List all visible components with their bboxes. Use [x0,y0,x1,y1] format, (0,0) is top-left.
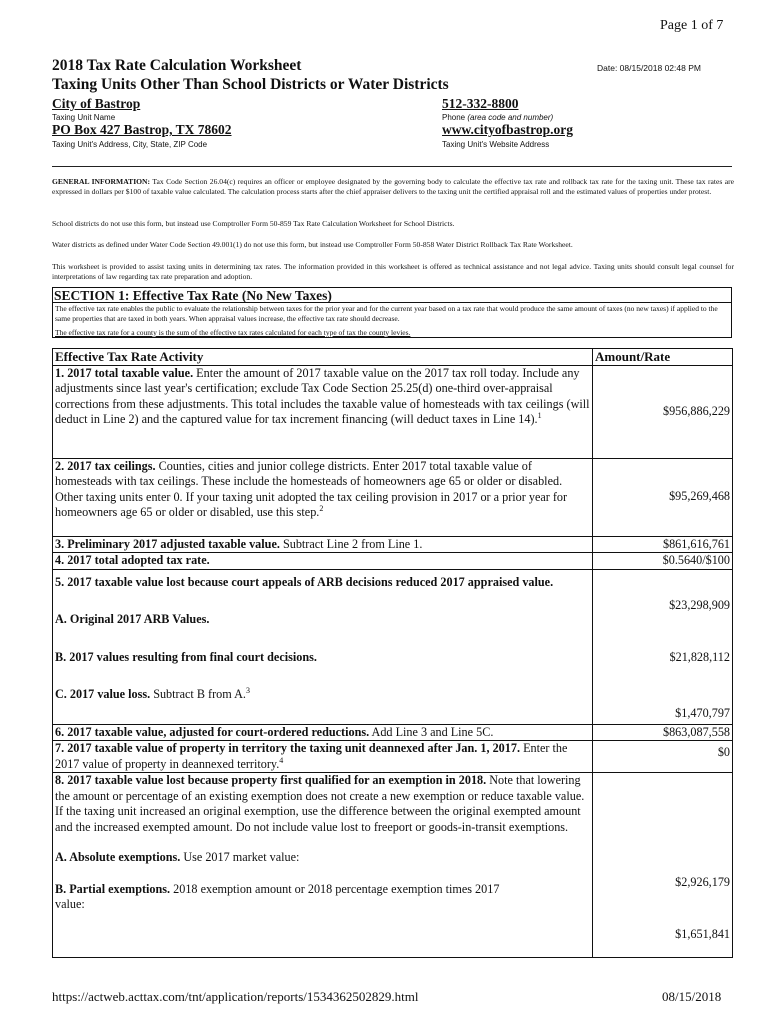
table-header-row [53,349,733,366]
line-6-description: 6. 2017 taxable value, adjusted for court-ordered reductions. Add Line 3 and Line 5C. [53,724,593,741]
website: www.cityofbastrop.org [442,122,573,137]
table-row [53,773,733,958]
table-row [53,741,733,773]
effective-tax-rate-table [52,348,733,958]
line-8b-amount: $1,651,841 [675,926,730,941]
line-4-description: 4. 2017 total adopted tax rate. [53,553,593,570]
line-2-amount: $95,269,468 [593,458,733,536]
worksheet-title: 2018 Tax Rate Calculation Worksheet [52,57,302,74]
table-row [53,553,733,570]
line-5c-amount: $1,470,797 [675,705,730,720]
phone-label: Phone (area code and number) [442,113,554,122]
line-7-amount: $0 [593,741,733,773]
section-1-heading: SECTION 1: Effective Tax Rate (No New Taxes) [52,287,732,302]
table-row [53,724,733,741]
website-label: Taxing Unit's Website Address [442,140,550,149]
line-8-description: 8. 2017 taxable value lost because property first qualified for an exemption in 2018. Note that lowering the amount or percentage of an existing exemption does not create a new exemption or reduce taxable value. If the taxing unit increased an original exemption, use the difference between the original exempted amount and the increased exempted amount. Do not include value lost to freeport or goods-in-transit exemptions. A. Absolute exemptions. Use 2017 market value: B. Partial exemptions. 2018 exemption amount or 2018 percentage exemption times 2017 value: [53,773,593,958]
line-4-amount: $0.5640/$100 [593,553,733,570]
amount-column-header: Amount/Rate [593,349,733,366]
page-number: Page 1 of 7 [660,18,724,33]
line-3-description: 3. Preliminary 2017 adjusted taxable value. Subtract Line 2 from Line 1. [53,536,593,553]
print-date: Date: 08/15/2018 02:48 PM [597,63,701,73]
line-3-amount: $861,616,761 [593,536,733,553]
line-6-amount: $863,087,558 [593,724,733,741]
table-row [53,365,733,458]
line-1-description: 1. 2017 total taxable value. Enter the amount of 2017 taxable value on the 2017 tax roll today. Include any adjustments since last year's certification; exclude Tax Code Section 25.25(d) one-third over-appraisal corrections from these adjustments. This total includes the taxable value of homesteads with tax ceilings (will deduct in Line 2) and the captured value for tax increment financing (will deduct taxes in Line 14).$^1$ [53,365,593,458]
general-information: GENERAL INFORMATION: Tax Code Section 26.04(c) requires an officer or employee designated by the governing body to calculate the effective tax rate and rollback tax rate for the taxing unit. These tax rates are expressed in dollars per $100 of taxable value calculated. The calculation process starts after the chief appraiser delivers to the taxing unit the certified appraisal roll and the estimated values of properties under protest. [52,177,734,196]
line-5a-amount: $23,298,909 [669,597,730,612]
line-8-amounts [593,773,733,958]
water-district-note: Water districts as defined under Water Code Section 49.001(1) do not use this form, but instead use Comptroller Form 50-858 Water District Rollback Tax Rate Worksheet. [52,240,573,249]
line-1-amount: $956,886,229 [593,365,733,458]
assistance-note: This worksheet is provided to assist taxing units in determining tax rates. The information provided in this worksheet is offered as technical assistance and not legal advice. Taxing units should consult legal counsel for interpretations of law regarding tax rate preparation and adoption. [52,262,734,281]
table-row [53,458,733,536]
table-row [53,569,733,724]
table-row [53,536,733,553]
section-1-intro [52,302,732,338]
line-5-amounts [593,569,733,724]
county-note: The effective tax rate for a county is the sum of the effective tax rates calculated for each type of tax the county levies. [55,328,411,337]
line-8a-amount: $2,926,179 [675,875,730,889]
taxing-unit-name-label: Taxing Unit Name [52,113,116,122]
footer-url[interactable]: https://actweb.acttax.com/tnt/application/reports/1534362502829.html [52,989,419,1004]
worksheet-subtitle: Taxing Units Other Than School Districts or Water Districts [52,76,449,93]
line-7-description: 7. 2017 taxable value of property in territory the taxing unit deannexed after Jan. 1, 2017. Enter the 2017 value of property in deannexed territory.$^4$ [53,741,593,773]
line-5-description: 5. 2017 taxable value lost because court appeals of ARB decisions reduced 2017 appraised value. A. Original 2017 ARB Values. B. 2017 values resulting from final court decisions. C. 2017 value loss. Subtract B from A.$^3$ [53,569,593,724]
line-5b-amount: $21,828,112 [669,650,730,664]
line-2-description: 2. 2017 tax ceilings. Counties, cities and junior college districts. Enter 2017 total taxable value of homesteads with tax ceilings. These include the homesteads of homeowners age 65 or older or disabled. Other taxing units enter 0. If your taxing unit adopted the tax ceiling provision in 2017 or a prior year for homeowners age 65 or older or disabled, use this step.$^2$ [53,458,593,536]
divider [52,166,732,167]
taxing-unit-name: City of Bastrop [52,96,141,111]
section-1-intro-text: The effective tax rate enables the public to evaluate the relationship between taxes for the prior year and for the current year based on a tax rate that would produce the same amount of taxes (no new taxes) if applied to the same properties that are taxed in both years. When appraisal values increase, the effective tax rate should decrease. [55,304,718,323]
footer-date: 08/15/2018 [662,989,722,1004]
phone-number: 512-332-8800 [442,96,519,111]
school-district-note: School districts do not use this form, but instead use Comptroller Form 50-859 Tax Rate Calculation Worksheet for School Districts. [52,219,455,228]
taxing-unit-address: PO Box 427 Bastrop, TX 78602 [52,122,232,137]
activity-column-header: Effective Tax Rate Activity [53,349,593,366]
address-label: Taxing Unit's Address, City, State, ZIP Code [52,140,208,149]
